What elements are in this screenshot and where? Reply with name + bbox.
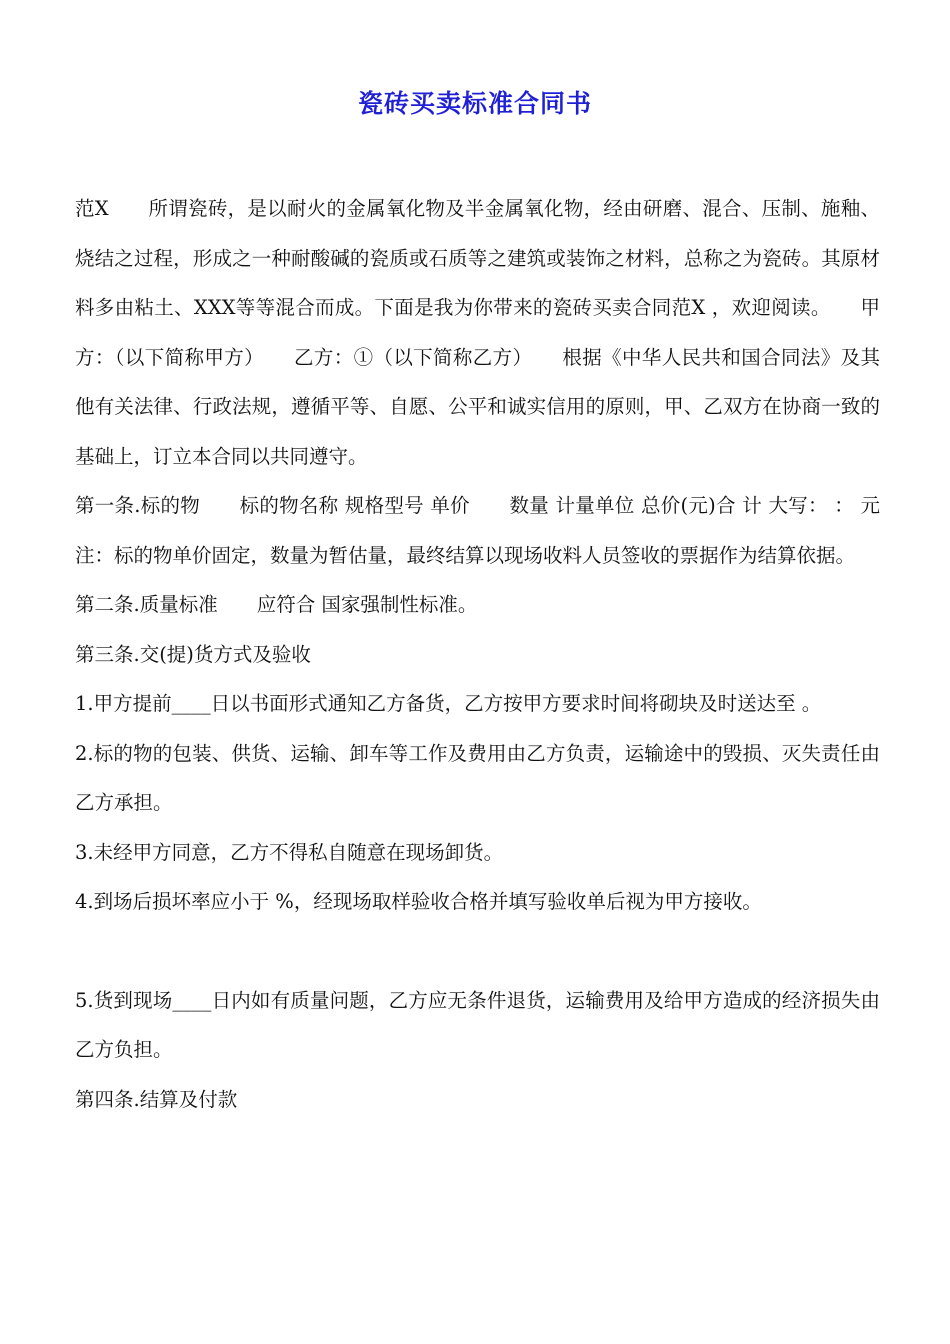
intro-paragraph: 范X 所谓瓷砖，是以耐火的金属氧化物及半金属氧化物，经由研磨、混合、压制、施釉、烧结之过程，形成之一种耐酸碱的瓷质或石质等之建筑或装饰之材料，总称之为瓷砖。其原材料多由粘土、XXX等等混合而成。下面是我为你带来的瓷砖买卖合同范X ，欢迎阅读。 甲方：（以下简称甲方） 乙方：①（以下简称乙方） 根据《中华人民共和国合同法》及其他有关法律、行政法规，遵循平等、自愿、公平和诚实信用的原则，甲、乙双方在协商一致的基础上，订立本合同以共同遵守。: [75, 197, 880, 468]
article-4-heading: 第四条.结算及付款: [75, 1087, 238, 1111]
document-body: [75, 184, 920, 1124]
paragraph-gap: [75, 927, 880, 976]
article-2-quality-standard: 第二条.质量标准 应符合 国家强制性标准。: [75, 593, 478, 616]
article-3-item-3: 3.未经甲方同意，乙方不得私自随意在现场卸货。: [75, 840, 504, 864]
article-3-heading: 第三条.交(提)货方式及验收: [75, 642, 311, 666]
document-title: 瓷砖买卖标准合同书: [357, 89, 592, 118]
article-3-item-5: 5.货到现场____日内如有质量问题，乙方应无条件退货，运输费用及给甲方造成的经济损失由乙方负担。: [75, 988, 880, 1061]
article-3-item-1: 1.甲方提前____日以书面形式通知乙方备货，乙方按甲方要求时间将砌块及时送达至 。: [75, 692, 822, 715]
article-1-subject-matter: 第一条.标的物 标的物名称 规格型号 单价 数量 计量单位 总价(元)合 计 大写： ： 元 注：标的物单价固定，数量为暂估量，最终结算以现场收料人员签收的票据作为结算依据。: [75, 494, 920, 567]
article-3-item-4: 4.到场后损坏率应小于 %，经现场取样验收合格并填写验收单后视为甲方接收。: [75, 890, 762, 913]
article-3-item-2: 2.标的物的包装、供货、运输、卸车等工作及费用由乙方负责，运输途中的毁损、灭失责任由乙方承担。: [75, 741, 880, 814]
